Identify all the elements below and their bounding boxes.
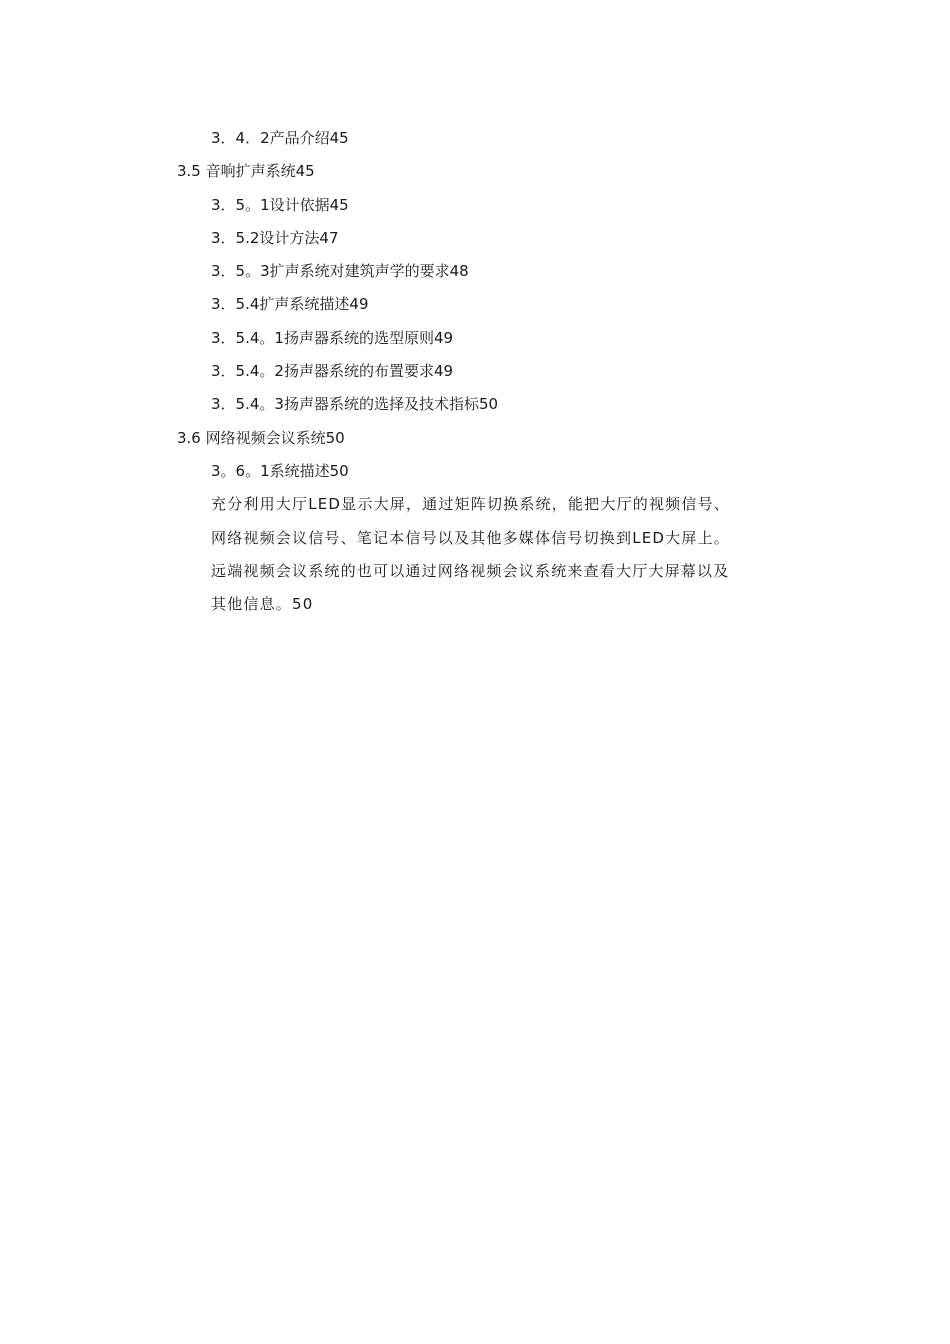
toc-entry-3-5-4[interactable]: 3．5.4扩声系统描述49: [211, 295, 369, 314]
paragraph-line: 其他信息。50: [211, 595, 314, 614]
toc-entry-3-6-1[interactable]: 3。6。1系统描述50: [211, 461, 349, 480]
toc-entry-3-6[interactable]: 3.6 网络视频会议系统50: [177, 428, 345, 447]
toc-entry-3-5-4-1[interactable]: 3．5.4。1扬声器系统的选型原则49: [211, 328, 454, 347]
paragraph-line: 充分利用大厅LED显示大屏，通过矩阵切换系统，能把大厅的视频信号、: [211, 495, 730, 514]
toc-entry-3-4-2[interactable]: 3．4．2产品介绍45: [211, 129, 349, 147]
toc-entry-3-5-4-2[interactable]: 3．5.4。2扬声器系统的布置要求49: [211, 362, 454, 381]
toc-entry-paragraph[interactable]: [0, 488, 811, 621]
toc-entry-3-5-1[interactable]: 3．5。1设计依据45: [211, 195, 349, 214]
toc-entry-3-5-3[interactable]: 3．5。3扩声系统对建筑声学的要求48: [211, 262, 469, 281]
table-of-contents: [0, 122, 950, 621]
paragraph-line: 网络视频会议信号、笔记本信号以及其他多媒体信号切换到LED大屏上。: [211, 528, 730, 547]
toc-entry-3-5-2[interactable]: 3．5.2设计方法47: [211, 228, 339, 247]
toc-entry-3-5[interactable]: 3.5 音响扩声系统45: [177, 162, 315, 181]
paragraph-line: 远端视频会议系统的也可以通过网络视频会议系统来查看大厅大屏幕以及: [211, 561, 730, 580]
toc-entry-3-5-4-3[interactable]: 3．5.4。3扬声器系统的选择及技术指标50: [211, 395, 499, 414]
